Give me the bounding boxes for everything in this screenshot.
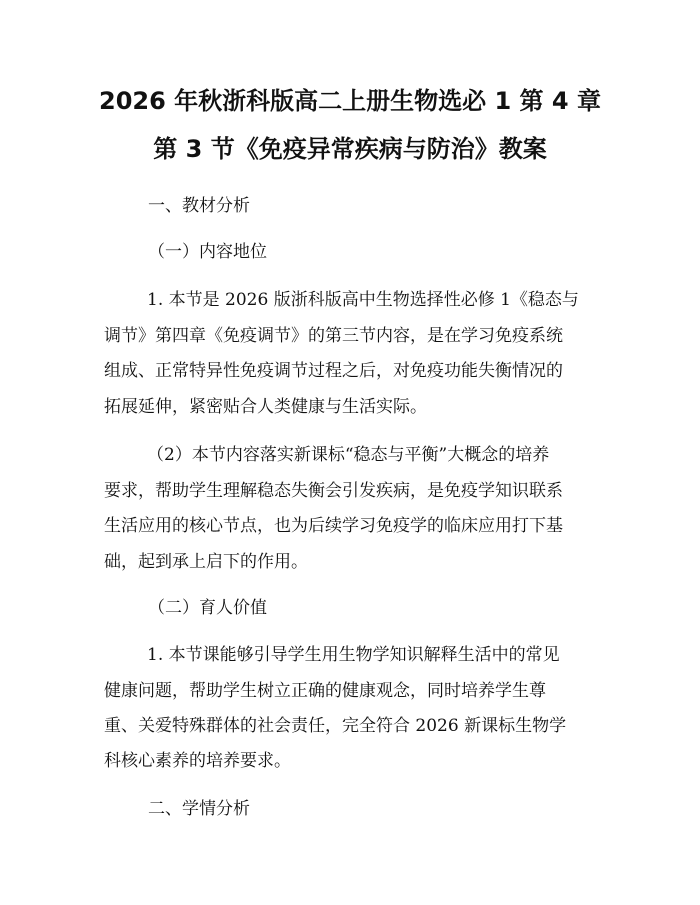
paragraph-line: 础，起到承上启下的作用。 — [104, 552, 308, 572]
paragraph-line: （2）本节内容落实新课标“稳态与平衡”大概念的培养 — [147, 445, 550, 465]
paragraph-line: 健康问题，帮助学生树立正确的健康观念，同时培养学生尊 — [104, 681, 546, 701]
paragraph-line: 重、关爱特殊群体的社会责任，完全符合 2026 新课标生物学 — [104, 716, 567, 736]
paragraph-line: 拓展延伸，紧密贴合人类健康与生活实际。 — [104, 397, 427, 417]
paragraph-line: 要求，帮助学生理解稳态失衡会引发疾病，是免疫学知识联系 — [104, 481, 563, 501]
document-title-line-2: 第 3 节《免疫异常疾病与防治》教案 — [153, 135, 547, 163]
document-title-line-1: 2026 年秋浙科版高二上册生物选必 1 第 4 章 — [99, 87, 601, 115]
section-heading-textbook-analysis: 一、教材分析 — [148, 196, 250, 216]
paragraph-line: 1. 本节是 2026 版浙科版高中生物选择性必修 1《稳态与 — [147, 290, 579, 310]
paragraph-line: 调节》第四章《免疫调节》的第三节内容，是在学习免疫系统 — [104, 326, 563, 346]
subsection-heading-content-position: （一）内容地位 — [148, 242, 267, 262]
paragraph-line: 生活应用的核心节点，也为后续学习免疫学的临床应用打下基 — [104, 516, 563, 536]
paragraph-line: 科核心素养的培养要求。 — [104, 751, 291, 771]
subsection-heading-educational-value: （二）育人价值 — [148, 598, 267, 618]
section-heading-learner-analysis: 二、学情分析 — [148, 799, 250, 819]
paragraph-line: 1. 本节课能够引导学生用生物学知识解释生活中的常见 — [147, 645, 560, 665]
paragraph-line: 组成、正常特异性免疫调节过程之后，对免疫功能失衡情况的 — [104, 361, 563, 381]
